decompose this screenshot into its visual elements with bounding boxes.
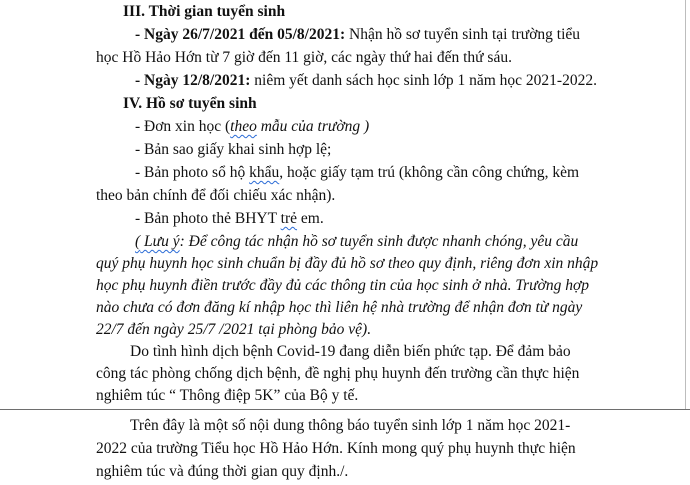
section-4-item-4 <box>135 209 324 229</box>
note-line-3: học phụ huynh điền trước đầy đủ các thông tin của học sinh ở nhà. Trường hợp <box>96 277 589 294</box>
section-4-item-1 <box>135 117 369 137</box>
note-line-1 <box>135 232 578 252</box>
item-2-text: niêm yết danh sách học sinh lớp 1 năm học 2021-2022. <box>250 72 597 89</box>
page-edge <box>685 0 686 409</box>
section-4-heading: IV. Hồ sơ tuyển sinh <box>123 95 257 112</box>
closing-line-3: nghiêm túc và đúng thời gian quy định./. <box>96 463 349 480</box>
item-3-a: - Bản photo sổ hộ <box>135 164 250 181</box>
item-1-text: Nhận hồ sơ tuyển sinh tại trường tiểu <box>345 26 581 43</box>
item-1-a: - Đơn xin học ( <box>135 118 231 135</box>
section-3-heading: III. Thời gian tuyển sinh <box>123 3 286 20</box>
closing-line-1: Trên đây là một số nội dung thông báo tuyển sinh lớp 1 năm học 2021- <box>130 417 571 434</box>
item-3-b: khẩu <box>249 164 280 181</box>
item-1-c: mẫu của trường ) <box>256 118 370 135</box>
item-4-a: - Bản photo thẻ BHYT <box>135 210 281 227</box>
item-4-b: trẻ <box>280 210 298 227</box>
item-3-c: , hoặc giấy tạm trú (không cần công chứng, kèm <box>279 164 580 181</box>
note-paren: ( <box>135 233 141 250</box>
item-1-b: theo <box>230 118 257 135</box>
note-label: Lưu ý <box>140 233 180 250</box>
section-4-item-3 <box>135 163 579 183</box>
item-4-c: em. <box>297 210 324 227</box>
section-4-item-3-cont: theo bản chính để đối chiếu xác nhận). <box>96 187 336 204</box>
covid-line-3: nghiêm túc “ Thông điệp 5K” của Bộ y tế. <box>96 387 359 404</box>
section-3-item-1-cont: học Hồ Hảo Hớn từ 7 giờ đến 11 giờ, các ngày thứ hai đến thứ sáu. <box>96 49 512 66</box>
note-line-5: 22/7 đến ngày 25/7 /2021 tại phòng bảo vệ). <box>96 321 372 338</box>
date-range-label: - Ngày 26/7/2021 đến 05/8/2021: <box>135 26 346 43</box>
covid-line-1: Do tình hình dịch bệnh Covid-19 đang diễn biến phức tạp. Để đảm bảo <box>130 343 571 360</box>
closing-line-2: 2022 của trường Tiểu học Hồ Hảo Hớn. Kính mong quý phụ huynh thực hiện <box>96 440 576 457</box>
section-3-item-2 <box>135 71 597 91</box>
note-line-4: nào chưa có đơn đăng kí nhập học thì liên hệ nhà trường để nhận đơn từ ngày <box>96 299 583 316</box>
note-line-2: quý phụ huynh học sinh chuẩn bị đầy đủ hồ sơ theo quy định, riêng đơn xin nhập <box>96 255 599 272</box>
covid-line-2: công tác phòng chống dịch bệnh, đề nghị phụ huynh đến trường cần thực hiện <box>96 365 580 382</box>
date-label: - Ngày 12/8/2021: <box>135 72 251 89</box>
section-4-item-2: - Bản sao giấy khai sinh hợp lệ; <box>135 141 332 158</box>
note-text-1: : Để công tác nhận hồ sơ tuyển sinh được nhanh chóng, yêu cầu <box>179 233 579 250</box>
section-3-item-1 <box>135 25 580 45</box>
page-break-line <box>0 409 690 410</box>
